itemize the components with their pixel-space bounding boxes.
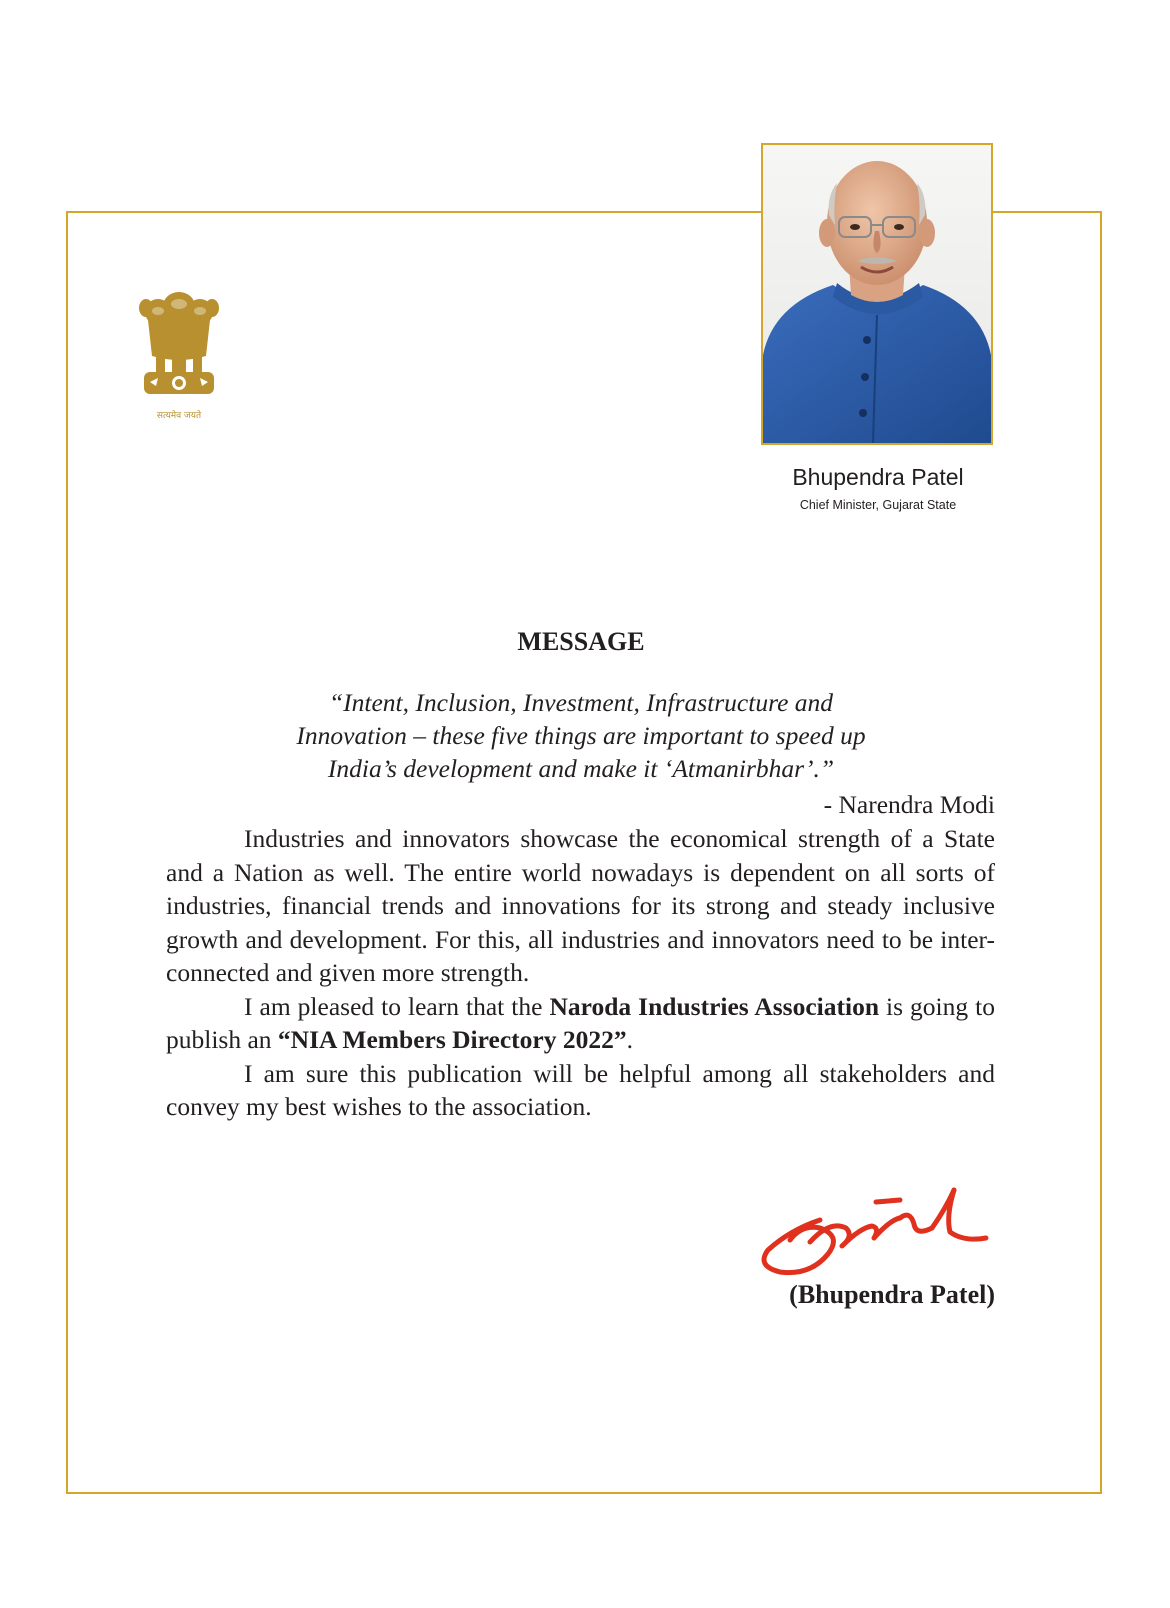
association-name: Naroda Industries Association [549, 991, 879, 1021]
signatory-name: (Bhupendra Patel) [789, 1280, 995, 1309]
photo-caption-title: Chief Minister, Gujarat State [799, 498, 957, 512]
paragraph: I am sure this publication will be helpful among all stakeholders and convey my best wishes to the association. [166, 1058, 995, 1121]
national-emblem-icon [136, 286, 222, 428]
handwritten-signature [750, 1180, 1010, 1290]
quote-line: India’s development and make it ‘Atmanirbhar’.” [327, 754, 835, 783]
text: is going to publish an [166, 991, 995, 1054]
directory-title: “NIA Members Directory 2022” [277, 1025, 627, 1054]
photo-caption-name: Bhupendra Patel [792, 464, 964, 490]
text: I am pleased to learn that the [244, 991, 550, 1021]
quote-author: - Narendra Modi [823, 790, 995, 819]
emblem-motto: सत्यमेव जयते [156, 411, 202, 421]
paragraph [166, 990, 995, 1057]
message-body [166, 822, 995, 1124]
chief-minister-photo [761, 143, 993, 445]
quote-line: “Intent, Inclusion, Investment, Infrastructure and [328, 688, 834, 717]
paragraph: Industries and innovators showcase the economical strength of a State and a Nation as well. The entire world nowadays is dependent on all sorts of industries, financial trends and innovations for its strong and steady inclusive growth and development. For this, all industries and innovators need to be inter-connected and given more strength. [166, 824, 995, 987]
quote-line: Innovation – these five things are important to speed up [296, 721, 866, 750]
quote-block [200, 686, 962, 785]
text: . [626, 1025, 633, 1054]
message-heading: MESSAGE [517, 627, 645, 656]
